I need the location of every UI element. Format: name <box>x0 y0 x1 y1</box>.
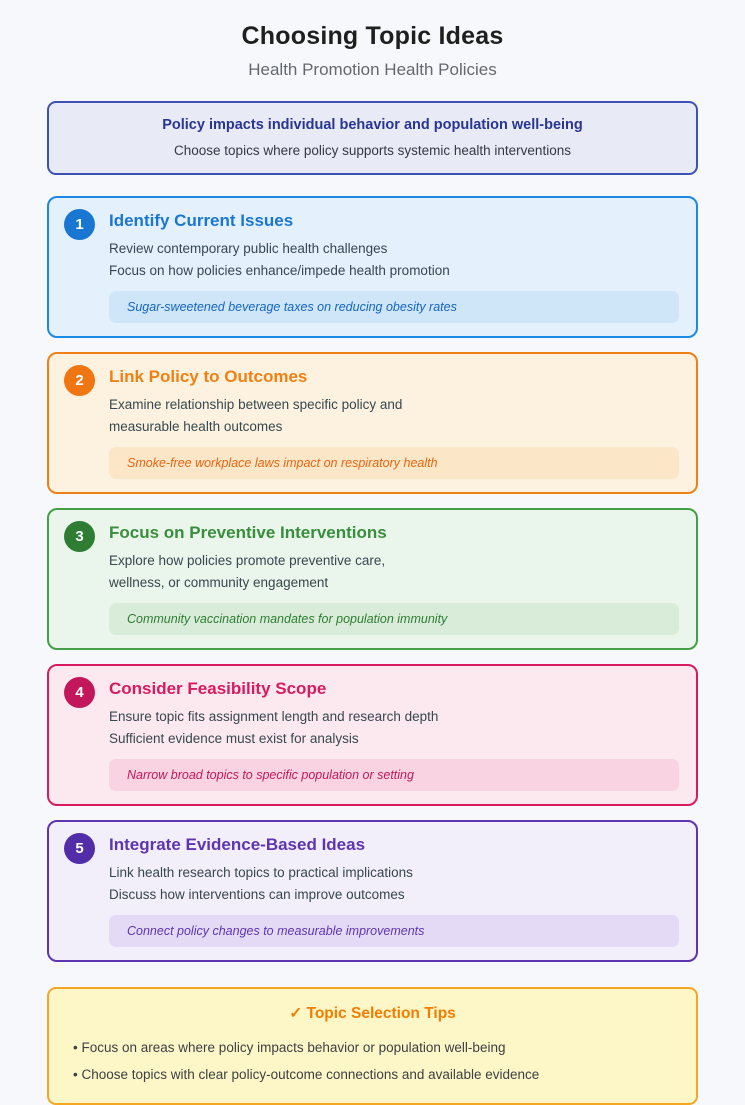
step-example: Smoke-free workplace laws impact on respiratory health <box>109 447 679 479</box>
intro-headline: Policy impacts individual behavior and population well-being <box>162 117 583 133</box>
step-description-line: Discuss how interventions can improve outcomes <box>109 887 405 902</box>
step-card-5 <box>47 820 698 962</box>
page-subtitle: Health Promotion Health Policies <box>248 60 497 79</box>
step-description-line: Review contemporary public health challenges <box>109 241 388 256</box>
step-example: Sugar-sweetened beverage taxes on reducing obesity rates <box>109 291 679 323</box>
step-description-line: Examine relationship between specific policy and <box>109 397 403 412</box>
step-description-line: measurable health outcomes <box>109 419 283 434</box>
step-example: Community vaccination mandates for population immunity <box>109 603 679 635</box>
step-example: Connect policy changes to measurable improvements <box>109 915 679 947</box>
intro-subtext: Choose topics where policy supports systemic health interventions <box>174 143 571 158</box>
tips-panel <box>47 987 698 1105</box>
step-number-badge: 3 <box>64 521 95 552</box>
page-title: Choosing Topic Ideas <box>241 22 504 50</box>
step-number-badge: 5 <box>64 833 95 864</box>
step-description-line: Explore how policies promote preventive care, <box>109 553 386 568</box>
step-card-1 <box>47 196 698 338</box>
intro-banner <box>47 101 698 175</box>
step-title: Focus on Preventive Interventions <box>109 523 387 542</box>
step-title: Consider Feasibility Scope <box>109 679 327 698</box>
tip-item: • Choose topics with clear policy-outcome connections and available evidence <box>73 1061 672 1088</box>
step-card-2 <box>47 352 698 494</box>
step-number-badge: 2 <box>64 365 95 396</box>
step-number-badge: 4 <box>64 677 95 708</box>
step-title: Identify Current Issues <box>109 211 294 230</box>
step-card-4 <box>47 664 698 806</box>
check-icon: ✓ <box>289 1005 303 1022</box>
step-example: Narrow broad topics to specific population or setting <box>109 759 679 791</box>
step-description-line: Link health research topics to practical implications <box>109 865 413 880</box>
step-description-line: Focus on how policies enhance/impede health promotion <box>109 263 450 278</box>
tip-item: • Focus on areas where policy impacts behavior or population well-being <box>73 1034 672 1061</box>
step-card-3 <box>47 508 698 650</box>
step-title: Integrate Evidence-Based Ideas <box>109 835 366 854</box>
step-number-badge: 1 <box>64 209 95 240</box>
step-title: Link Policy to Outcomes <box>109 367 308 386</box>
tips-title-text: Topic Selection Tips <box>306 1005 456 1022</box>
step-description-line: wellness, or community engagement <box>109 575 329 590</box>
tips-title <box>73 1004 672 1023</box>
step-description-line: Sufficient evidence must exist for analysis <box>109 731 359 746</box>
step-description-line: Ensure topic fits assignment length and research depth <box>109 709 439 724</box>
